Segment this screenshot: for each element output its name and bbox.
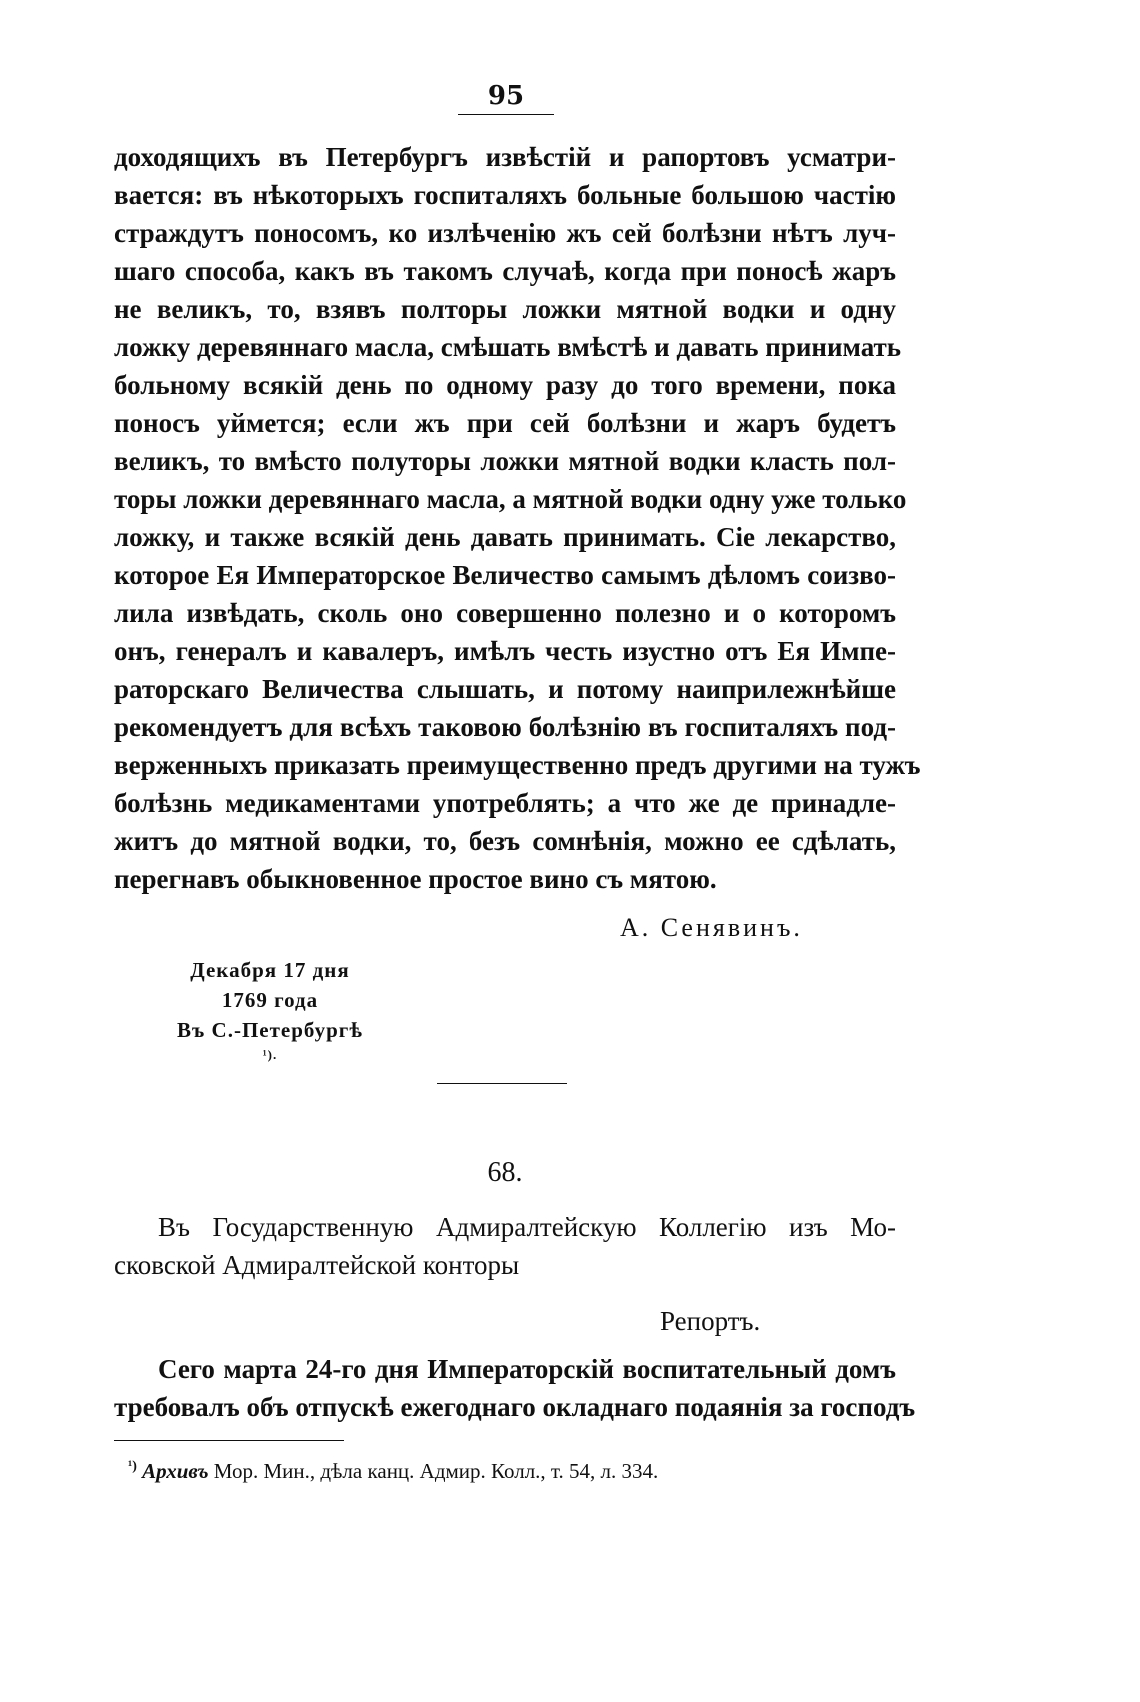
year-line: 1769 года	[221, 988, 319, 1012]
footnote-mark: ¹)	[128, 1459, 137, 1474]
footnote-rule	[114, 1440, 344, 1441]
footnote	[128, 1452, 658, 1486]
body-line: торы ложки деревяннаго масла, а мятной водки одну уже только	[114, 484, 907, 514]
footnote-reference: ¹).	[262, 1047, 278, 1062]
date-line: Декабря 17 дня	[190, 958, 350, 982]
body-line: лила извѣдать, сколь оно совершенно полезно и о которомъ	[114, 598, 896, 628]
body-line: ложку деревяннаго масла, смѣшать вмѣстѣ и давать принимать	[114, 332, 902, 362]
body-line: страждутъ поносомъ, ко излѣченію жъ сей болѣзни нѣтъ луч-	[114, 218, 896, 248]
heading-line: Въ Государственную Адмиралтейскую Коллегію изъ Мо-	[158, 1212, 896, 1242]
body-line: верженныхъ приказать преимущественно предъ другими на тужъ	[114, 750, 921, 780]
footnote-archive: Архивъ	[142, 1459, 209, 1483]
body-line: шаго способа, какъ въ такомъ случаѣ, когда при поносѣ жаръ	[114, 256, 896, 286]
report-line: Сего марта 24-го дня Императорскій воспитательный домъ	[158, 1354, 896, 1384]
body-line: онъ, генералъ и кавалеръ, имѣлъ честь изустно отъ Ея Импе-	[114, 636, 896, 666]
report-line: требовалъ объ отпускѣ ежегоднаго окладнаго подаянія за господъ	[114, 1392, 916, 1422]
body-line: больному всякій день по одному разу до того времени, пока	[114, 370, 896, 400]
signature: А. Сенявинъ.	[620, 913, 803, 942]
page-number: 95	[487, 81, 525, 111]
body-line: ложку, и также всякій день давать принимать. Сіе лекарство,	[114, 522, 896, 552]
body-line: великъ, то вмѣсто полуторы ложки мятной водки класть пол-	[114, 446, 896, 476]
body-line: вается: въ нѣкоторыхъ госпиталяхъ больные большою частію	[114, 180, 896, 210]
body-line: житъ до мятной водки, то, безъ сомнѣнія, можно ее сдѣлать,	[114, 826, 896, 856]
body-line: перегнавъ обыкновенное простое вино съ мятою.	[114, 864, 717, 894]
report-body	[114, 1350, 916, 1426]
footnote-text: Мор. Мин., дѣла канц. Адмир. Колл., т. 54, л. 334.	[213, 1459, 659, 1483]
body-text	[114, 138, 921, 898]
document-heading	[114, 1208, 896, 1284]
heading-line: сковской Адмиралтейской конторы	[114, 1250, 520, 1280]
place-line	[140, 1015, 400, 1075]
place-text: Въ С.-Петербургѣ	[177, 1018, 363, 1042]
body-line: доходящихъ въ Петербургъ извѣстій и рапортовъ усматри-	[114, 142, 896, 172]
date-block	[140, 955, 400, 1075]
document-number: 68.	[487, 1157, 523, 1188]
body-line: не великъ, то, взявъ полторы ложки мятной водки и одну	[114, 294, 896, 324]
body-line: поносъ уймется; если жъ при сей болѣзни и жаръ будетъ	[114, 408, 896, 438]
body-line: болѣзнь медикаментами употреблять; а что же де принадле-	[114, 788, 896, 818]
body-line: которое Ея Императорское Величество самымъ дѣломъ соизво-	[114, 560, 896, 590]
report-title: Репортъ.	[660, 1306, 761, 1336]
section-separator	[437, 1083, 567, 1084]
body-line: раторскаго Величества слышать, и потому наиприлежнѣйше	[114, 674, 896, 704]
page-number-rule	[458, 114, 554, 115]
body-line: рекомендуетъ для всѣхъ таковою болѣзнію въ госпиталяхъ под-	[114, 712, 896, 742]
